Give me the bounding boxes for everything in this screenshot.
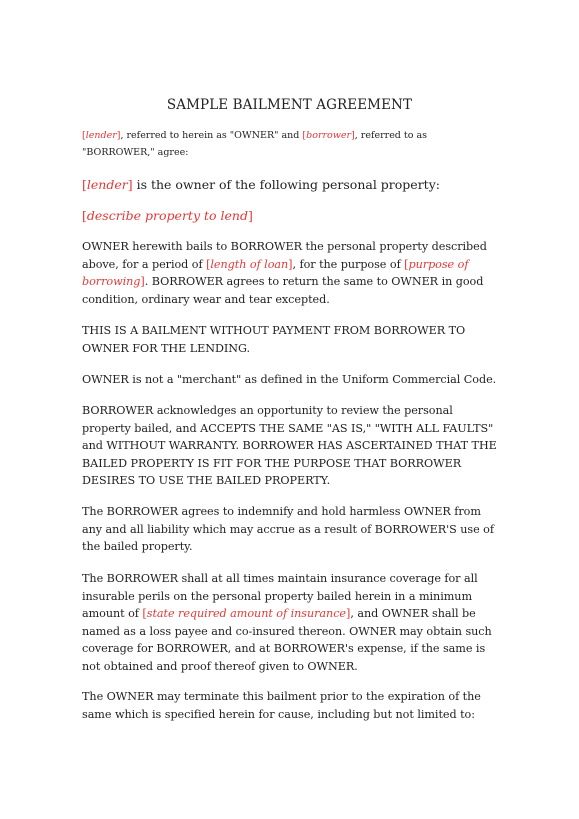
owner-of-property-line: [lender] is the owner of the following personal property: [82,177,440,192]
lender-placeholder: [lender] [82,130,121,141]
merchant-paragraph: OWNER is not a "merchant" as defined in the Uniform Commercial Code. [82,373,497,386]
bailment-terms-paragraph: OWNER herewith bails to BORROWER the personal property described above, for a period of [length of loan], for the purpose of [purpose of borrowing]. BORROWER agrees to return the same to OWNER in good condition, ordinary wear and tear excepted. [82,240,487,306]
intro-paragraph: [lender], referred to herein as "OWNER" and [borrower], referred to as "BORROWER," agree: [82,130,428,158]
lender-placeholder: [lender] [82,177,133,192]
borrowing-purpose-placeholder: [purpose of borrowing] [82,257,469,288]
loan-length-placeholder: [length of loan] [206,257,293,271]
insurance-amount-placeholder: [state required amount of insurance] [142,607,351,620]
borrower-placeholder: [borrower] [302,130,355,141]
termination-paragraph: The OWNER may terminate this bailment prior to the expiration of the same which is specified herein for cause, including but not limited to: [82,690,481,721]
indemnify-paragraph: The BORROWER agrees to indemnify and hold harmless OWNER from any and all liability which may accrue as a result of BORROWER'S use of the bailed property. [82,505,494,553]
describe-property-placeholder: [describe property to lend] [82,208,253,223]
no-payment-paragraph: THIS IS A BAILMENT WITHOUT PAYMENT FROM BORROWER TO OWNER FOR THE LENDING. [82,324,466,355]
acknowledgement-paragraph: BORROWER acknowledges an opportunity to review the personal property bailed, and ACCEPTS THE SAME "AS IS," "WITH ALL FAULTS" and WITHOUT WARRANTY. BORROWER HAS ASCERTAINED THAT THE BAILED PROPERTY IS FIT FOR THE PURPOSE THAT BORROWER DESIRES TO USE THE BAILED PROPERTY. [82,404,497,487]
insurance-paragraph: The BORROWER shall at all times maintain insurance coverage for all insurable perils on the personal property bailed herein in a minimum amount of [state required amount of insurance], and OWNER shall be named as a loss payee and co-insured thereon. OWNER may obtain such coverage for BORROWER, and at BORROWER's expense, if the same is not obtained and proof thereof given to OWNER. [82,572,492,673]
document-title: SAMPLE BAILMENT AGREEMENT [166,97,413,113]
